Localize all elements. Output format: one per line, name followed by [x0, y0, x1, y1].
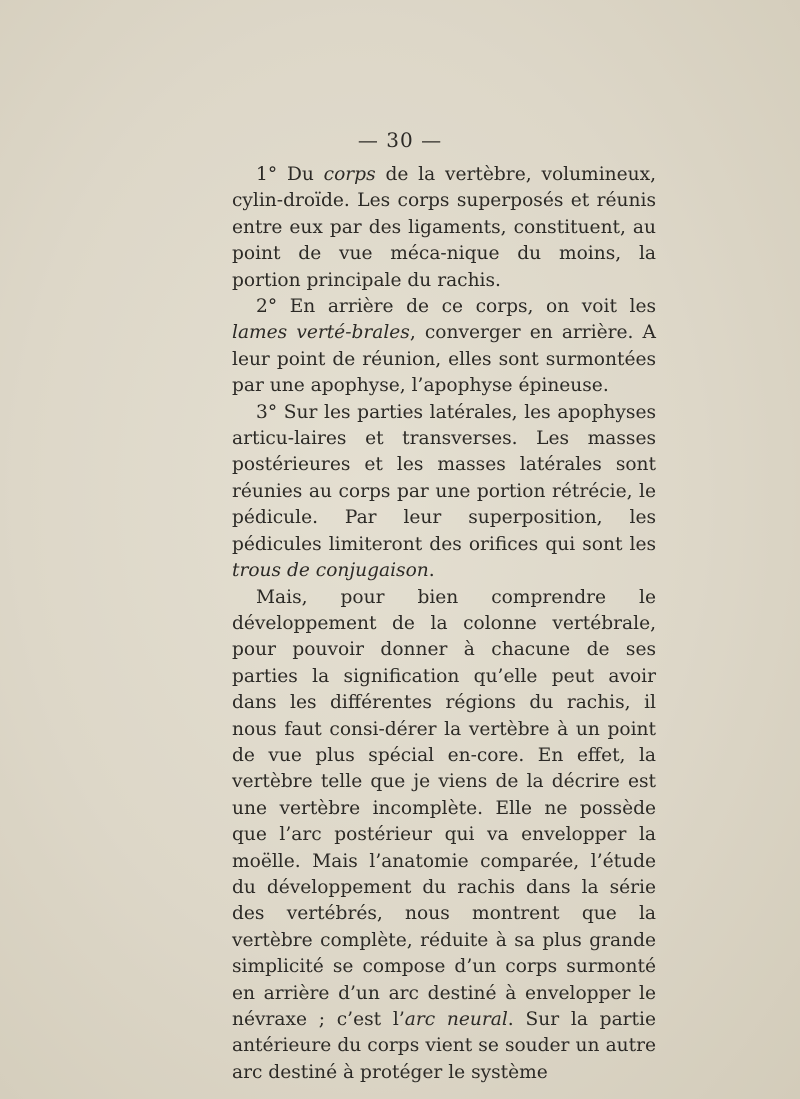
text-run: , converger en arrière. A leur point de réunion, elles sont surmontées par une apophyse, l’apophyse épineuse.: [232, 322, 656, 397]
text-run: . Sur la partie antérieure du corps vient se souder un autre arc destiné à protéger le système: [232, 1009, 656, 1083]
paragraph-vertebral-body: [232, 162, 656, 294]
paragraph-vertebral-laminae: [232, 294, 656, 400]
text-run: 1° Du: [256, 164, 324, 185]
paragraph-lateral-parts: [232, 400, 656, 585]
text-run: 3° Sur les parties latérales, les apophyses articu-laires et transverses. Les masses postérieures et les masses latérales sont réunies au corps par une portion rétrécie, le pédicule. Par leur superposition, les pédicules limiteront des orifices qui sont les: [232, 401, 656, 555]
italic-term: lames verté-brales: [232, 322, 410, 344]
text-run: .: [428, 560, 435, 582]
paragraph-development: [232, 585, 656, 1087]
italic-term: arc neural: [404, 1009, 508, 1030]
text-run: 2° En arrière de ce corps, on voit les: [256, 296, 656, 318]
page-number: — 30 —: [357, 128, 443, 152]
text-run: Mais, pour bien comprendre le développement de la colonne vertébrale, pour pouvoir donner à chacune de ses parties la signification qu’elle peut avoir dans les différentes régions du rachis, il nous faut consi-dérer la vertèbre à un point de vue plus spécial en-core. En effet, la vertèbre telle que je viens de la décrire est une vertèbre incomplète. Elle ne possède que l’arc postérieur qui va envelopper la moëlle. Mais l’anatomie comparée, l’étude du développement du rachis dans la série des vertébrés, nous montrent que la vertèbre complète, réduite à sa plus grande simplicité se compose d’un corps surmonté en arrière d’un arc destiné à envelopper le névraxe ; c’est l’: [232, 586, 656, 1030]
body-text: [232, 162, 656, 1086]
text-run: de la vertèbre, volumineux, cylin-droïde. Les corps superposés et réunis entre eux par des ligaments, constituent, au point de vue méca-nique du moins, la portion principale du rachis.: [232, 164, 656, 291]
italic-term: corps: [323, 164, 376, 185]
italic-term: trous de conjugaison: [232, 560, 429, 582]
